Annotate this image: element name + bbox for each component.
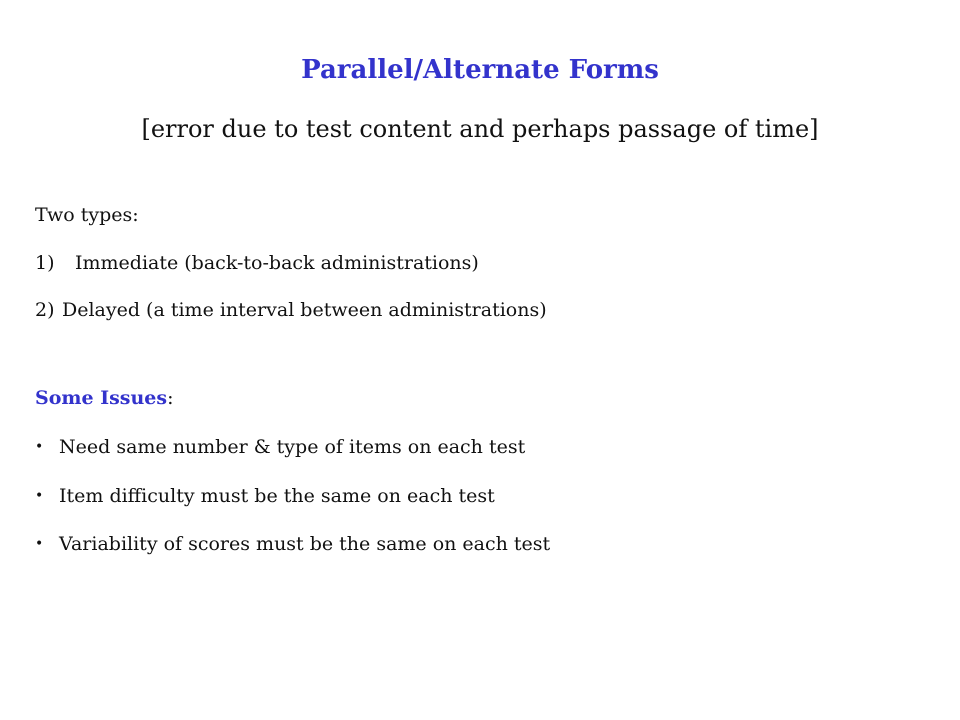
issue-bullet-item [35, 433, 525, 461]
slide-subtitle: [error due to test content and perhaps passage of time] [141, 115, 819, 143]
bullet-icon: • [35, 536, 44, 552]
issue-bullet-item [35, 530, 550, 558]
issue-text: Need same number & type of items on each test [59, 436, 526, 458]
issue-text: Variability of scores must be the same on each test [59, 533, 551, 555]
type-item-text: Immediate (back-to-back administrations) [75, 252, 479, 274]
issues-heading-label: Some Issues [35, 387, 168, 409]
slide-title: Parallel/Alternate Forms [301, 55, 659, 85]
issue-bullet-item [35, 482, 495, 510]
type-item-immediate [35, 249, 479, 277]
issue-text: Item difficulty must be the same on each test [59, 485, 495, 507]
types-heading: Two types: [35, 204, 139, 226]
issues-heading-colon: : [167, 387, 174, 409]
bullet-icon: • [35, 439, 44, 455]
type-item-number: 1) [35, 252, 55, 274]
type-item-number: 2) [35, 299, 55, 321]
type-item-delayed [35, 296, 547, 324]
bullet-icon: • [35, 488, 44, 504]
issues-heading [35, 384, 174, 412]
type-item-text: Delayed (a time interval between administrations) [62, 299, 547, 321]
